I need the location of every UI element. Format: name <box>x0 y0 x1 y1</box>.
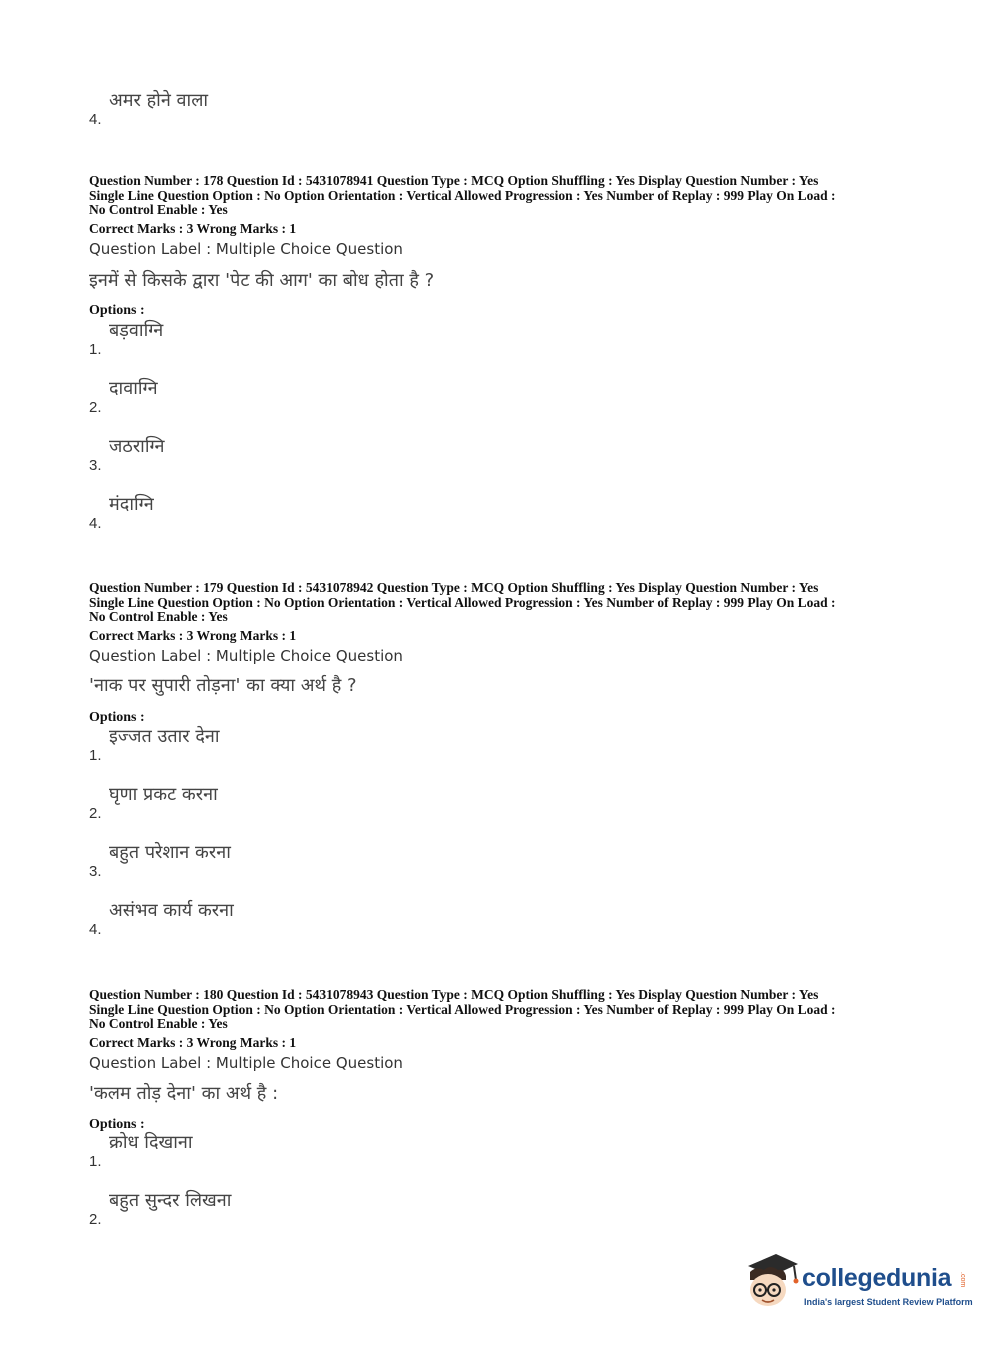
question-meta <box>89 581 919 625</box>
meta-line: Question Number : 178 Question Id : 5431078941 Question Type : MCQ Option Shuffling : Yes Display Question Number : Yes <box>89 173 819 188</box>
collegedunia-logo <box>742 1250 972 1314</box>
option-text: बड़वाग्नि <box>109 320 164 341</box>
question-marks: Correct Marks : 3 Wrong Marks : 1 <box>89 628 297 643</box>
option-text: जठराग्नि <box>109 436 165 457</box>
question-marks: Correct Marks : 3 Wrong Marks : 1 <box>89 221 297 236</box>
option-number: 2. <box>89 1211 102 1228</box>
option-number: 2. <box>89 805 102 822</box>
meta-line: Single Line Question Option : No Option Orientation : Vertical Allowed Progression : Yes Number of Replay : 999 Play On Load : <box>89 187 836 203</box>
meta-line: Single Line Question Option : No Option Orientation : Vertical Allowed Progression : Yes Number of Replay : 999 Play On Load : <box>89 1001 836 1017</box>
option-number: 3. <box>89 863 102 880</box>
options-heading: Options : <box>89 1117 145 1132</box>
option-number: 3. <box>89 457 102 474</box>
option-number: 1. <box>89 1153 102 1170</box>
question-label: Question Label : Multiple Choice Question <box>89 647 403 665</box>
logo-tagline: India's largest Student Review Platform <box>804 1297 973 1307</box>
question-meta <box>89 174 919 218</box>
question-text: 'नाक पर सुपारी तोड़ना' का क्या अर्थ है ? <box>89 675 357 696</box>
option-text: असंभव कार्य करना <box>109 900 234 921</box>
meta-line: Question Number : 180 Question Id : 5431078943 Question Type : MCQ Option Shuffling : Yes Display Question Number : Yes <box>89 987 819 1002</box>
option-number: 1. <box>89 341 102 358</box>
option-text: बहुत परेशान करना <box>109 842 231 863</box>
option-text: दावाग्नि <box>109 378 158 399</box>
options-heading: Options : <box>89 710 145 725</box>
option-text: क्रोध दिखाना <box>109 1132 193 1153</box>
option-number: 4. <box>89 111 102 128</box>
option-text: इज्जत उतार देना <box>109 726 220 747</box>
question-text: इनमें से किसके द्वारा 'पेट की आग' का बोध होता है ? <box>89 270 435 291</box>
question-text: 'कलम तोड़ देना' का अर्थ है : <box>89 1083 279 1104</box>
question-marks: Correct Marks : 3 Wrong Marks : 1 <box>89 1035 297 1050</box>
option-text: मंदाग्नि <box>109 494 154 515</box>
meta-line: No Control Enable : Yes <box>89 202 228 217</box>
options-heading: Options : <box>89 303 145 318</box>
logo-domain-suffix: .com <box>959 1272 966 1288</box>
option-number: 4. <box>89 515 102 532</box>
question-label: Question Label : Multiple Choice Question <box>89 1054 403 1072</box>
option-text: अमर होने वाला <box>109 90 209 111</box>
option-number: 1. <box>89 747 102 764</box>
student-mascot-icon <box>742 1250 802 1310</box>
meta-line: No Control Enable : Yes <box>89 1016 228 1031</box>
meta-line: No Control Enable : Yes <box>89 609 228 624</box>
meta-line: Single Line Question Option : No Option Orientation : Vertical Allowed Progression : Yes Number of Replay : 999 Play On Load : <box>89 594 836 610</box>
option-number: 4. <box>89 921 102 938</box>
option-text: घृणा प्रकट करना <box>109 784 218 805</box>
question-meta <box>89 988 919 1032</box>
option-text: बहुत सुन्दर लिखना <box>109 1190 232 1211</box>
question-label: Question Label : Multiple Choice Question <box>89 240 403 258</box>
meta-line: Question Number : 179 Question Id : 5431078942 Question Type : MCQ Option Shuffling : Yes Display Question Number : Yes <box>89 580 819 595</box>
option-number: 2. <box>89 399 102 416</box>
logo-wordmark: collegedunia <box>802 1264 952 1292</box>
